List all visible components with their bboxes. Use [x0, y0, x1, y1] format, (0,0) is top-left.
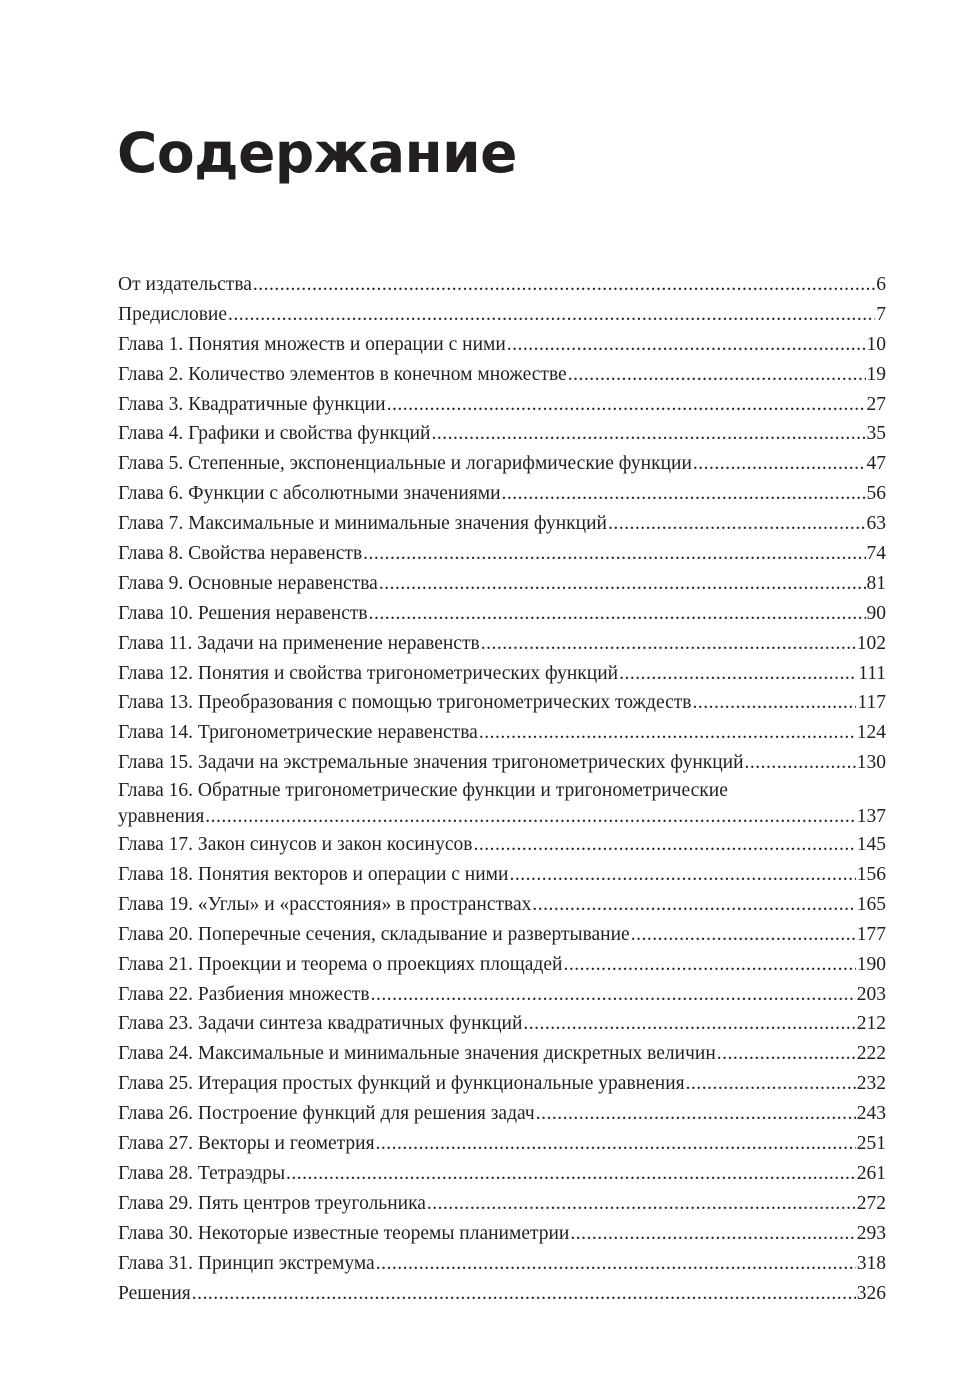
- dot-leader: [387, 390, 866, 420]
- dot-leader: [473, 830, 855, 860]
- toc-entry-title: Предисловие: [118, 303, 228, 325]
- toc-entry-chapter-13[interactable]: [118, 688, 886, 718]
- dot-leader: [532, 890, 855, 920]
- toc-entry-page: 63: [866, 513, 886, 535]
- toc-entry-chapter-14[interactable]: [118, 718, 886, 748]
- dot-leader: [692, 688, 856, 718]
- toc-entry-page: 27: [866, 393, 886, 415]
- toc-entry-title: Глава 19. «Углы» и «расстояния» в пространствах: [118, 893, 532, 915]
- dot-leader: [371, 980, 856, 1010]
- dot-leader: [192, 1279, 856, 1309]
- toc-entry-chapter-29[interactable]: [118, 1189, 886, 1219]
- toc-entry-page: 251: [856, 1133, 886, 1155]
- toc-entry-title: Глава 2. Количество элементов в конечном множестве: [118, 363, 567, 385]
- toc-entry-title: Глава 28. Тетраэдры: [118, 1162, 286, 1184]
- dot-leader: [481, 629, 856, 659]
- toc-entry-page: 222: [856, 1043, 886, 1065]
- toc-entry-chapter-8[interactable]: [118, 539, 886, 569]
- toc-entry-page: 165: [856, 893, 886, 915]
- toc-entry-page: 117: [857, 692, 886, 714]
- toc-entry-title: Глава 8. Свойства неравенств: [118, 543, 363, 565]
- dot-leader: [376, 1129, 856, 1159]
- dot-leader: [631, 920, 856, 950]
- dot-leader: [745, 748, 856, 778]
- toc-entry-page: 318: [856, 1252, 886, 1274]
- toc-entry-page: 74: [866, 543, 886, 565]
- toc-entry-chapter-1[interactable]: [118, 330, 886, 360]
- dot-leader: [228, 300, 875, 330]
- toc-entry-title-line2: уравнения: [118, 806, 205, 828]
- dot-leader: [507, 330, 866, 360]
- toc-entry-title: Глава 20. Поперечные сечения, складывание и развертывание: [118, 923, 630, 945]
- toc-entry-page: 47: [866, 453, 886, 475]
- toc-entry-page: 326: [856, 1282, 886, 1304]
- toc-entry-chapter-2[interactable]: [118, 360, 886, 390]
- dot-leader: [205, 804, 855, 830]
- toc-entry-chapter-31[interactable]: [118, 1249, 886, 1279]
- toc-entry-solutions[interactable]: [118, 1279, 886, 1309]
- toc-entry-publisher-note[interactable]: [118, 270, 886, 300]
- toc-entry-chapter-21[interactable]: [118, 950, 886, 980]
- dot-leader: [717, 1039, 856, 1069]
- toc-entry-chapter-22[interactable]: [118, 980, 886, 1010]
- toc-entry-title: От издательства: [118, 274, 252, 295]
- dot-leader: [570, 1219, 855, 1249]
- toc-entry-chapter-5[interactable]: [118, 449, 886, 479]
- dot-leader: [286, 1159, 856, 1189]
- toc-entry-page: 272: [856, 1192, 886, 1214]
- toc-entry-page: 177: [856, 923, 886, 945]
- toc-entry-chapter-3[interactable]: [118, 390, 886, 420]
- toc-entry-title: Глава 11. Задачи на применение неравенств: [118, 632, 480, 654]
- toc-entry-title: Глава 21. Проекции и теорема о проекциях площадей: [118, 953, 563, 975]
- toc-entry-title: Глава 27. Векторы и геометрия: [118, 1133, 375, 1155]
- toc-entry-chapter-7[interactable]: [118, 509, 886, 539]
- toc-entry-title: Глава 12. Понятия и свойства тригонометрических функций: [118, 662, 619, 684]
- toc-entry-title: Глава 24. Максимальные и минимальные значения дискретных величин: [118, 1043, 716, 1065]
- toc-entry-page: 156: [856, 864, 886, 886]
- toc-entry-chapter-20[interactable]: [118, 920, 886, 950]
- toc-entry-page: 130: [856, 752, 886, 774]
- toc-entry-title: Глава 14. Тригонометрические неравенства: [118, 722, 478, 744]
- toc-entry-page: 81: [866, 572, 886, 594]
- toc-entry-title: Глава 4. Графики и свойства функций: [118, 423, 431, 445]
- toc-entry-title: Глава 23. Задачи синтеза квадратичных функций: [118, 1013, 523, 1035]
- toc-entry-title: Глава 15. Задачи на экстремальные значения тригонометрических функций: [118, 752, 744, 774]
- toc-entry-title: Глава 5. Степенные, экспоненциальные и логарифмические функции: [118, 453, 692, 475]
- toc-entry-chapter-26[interactable]: [118, 1099, 886, 1129]
- toc-entry-page: 10: [866, 333, 886, 355]
- toc-entry-chapter-23[interactable]: [118, 1009, 886, 1039]
- dot-leader: [479, 718, 856, 748]
- toc-entry-chapter-16[interactable]: [118, 778, 886, 830]
- toc-entry-page: 212: [856, 1013, 886, 1035]
- toc-entry-title: Глава 7. Максимальные и минимальные значения функций: [118, 513, 607, 535]
- dot-leader: [509, 860, 855, 890]
- toc-entry-title: Глава 9. Основные неравенства: [118, 572, 378, 594]
- toc-entry-page: 293: [856, 1222, 886, 1244]
- dot-leader: [427, 1189, 856, 1219]
- toc-entry-page: 203: [856, 983, 886, 1005]
- dot-leader: [523, 1009, 855, 1039]
- dot-leader: [563, 950, 855, 980]
- dot-leader: [686, 1069, 856, 1099]
- toc-entry-preface[interactable]: [118, 300, 886, 330]
- toc-entry-chapter-11[interactable]: [118, 629, 886, 659]
- toc-entry-chapter-6[interactable]: [118, 479, 886, 509]
- page-title: Содержание: [117, 121, 517, 185]
- toc-entry-title: Решения: [118, 1282, 191, 1304]
- dot-leader: [363, 539, 865, 569]
- toc-entry-title: Глава 3. Квадратичные функции: [118, 393, 386, 415]
- toc-entry-page: 111: [858, 662, 886, 684]
- dot-leader: [376, 1249, 856, 1279]
- toc-entry-page: 261: [856, 1162, 886, 1184]
- dot-leader: [502, 479, 866, 509]
- dot-leader: [608, 509, 866, 539]
- toc-entry-page: 7: [876, 303, 886, 325]
- dot-leader: [568, 360, 866, 390]
- toc-entry-page: 145: [856, 834, 886, 856]
- toc-entry-chapter-12[interactable]: [118, 659, 886, 689]
- dot-leader: [253, 270, 875, 300]
- toc-entry-title: Глава 10. Решения неравенств: [118, 602, 368, 624]
- dot-leader: [369, 599, 866, 629]
- dot-leader: [619, 659, 857, 689]
- dot-leader: [379, 569, 866, 599]
- toc-entry-page: 190: [856, 953, 886, 975]
- toc-entry-title: Глава 1. Понятия множеств и операции с ними: [118, 333, 506, 355]
- toc-entry-page: 90: [866, 602, 886, 624]
- toc-entry-page: 137: [856, 806, 886, 828]
- toc-entry-title: Глава 13. Преобразования с помощью тригонометрических тождеств: [118, 692, 692, 714]
- toc-entry-page: 102: [856, 632, 886, 654]
- toc-entry-title: Глава 26. Построение функций для решения задач: [118, 1103, 535, 1125]
- toc-entry-chapter-28[interactable]: [118, 1159, 886, 1189]
- toc-entry-title-line1: Глава 16. Обратные тригонометрические функции и тригонометрические: [118, 780, 728, 802]
- toc-entry-page: 243: [856, 1103, 886, 1125]
- toc-entry-page: 124: [856, 722, 886, 744]
- toc-entry-chapter-17[interactable]: [118, 830, 886, 860]
- toc-entry-chapter-18[interactable]: [118, 860, 886, 890]
- toc-entry-title: Глава 25. Итерация простых функций и функциональные уравнения: [118, 1073, 685, 1095]
- toc-entry-title: Глава 29. Пять центров треугольника: [118, 1192, 426, 1214]
- toc-entry-chapter-9[interactable]: [118, 569, 886, 599]
- dot-leader: [693, 449, 866, 479]
- toc-entry-page: 35: [866, 423, 886, 445]
- toc-entry-page: 6: [876, 274, 886, 295]
- toc-entry-title: Глава 17. Закон синусов и закон косинусов: [118, 834, 473, 856]
- toc-entry-page: 56: [866, 483, 886, 505]
- toc-entry-page: 232: [856, 1073, 886, 1095]
- dot-leader: [536, 1099, 856, 1129]
- toc-entry-page: 19: [866, 363, 886, 385]
- table-of-contents: [118, 270, 886, 1308]
- toc-entry-chapter-27[interactable]: [118, 1129, 886, 1159]
- toc-entry-title: Глава 22. Разбиения множеств: [118, 983, 370, 1005]
- toc-entry-chapter-19[interactable]: [118, 890, 886, 920]
- toc-entry-title: Глава 18. Понятия векторов и операции с ними: [118, 864, 509, 886]
- toc-entry-title: Глава 6. Функции с абсолютными значениями: [118, 483, 501, 505]
- toc-entry-chapter-4[interactable]: [118, 419, 886, 449]
- toc-entry-title: Глава 31. Принцип экстремума: [118, 1252, 375, 1274]
- toc-entry-chapter-15[interactable]: [118, 748, 886, 778]
- toc-entry-title: Глава 30. Некоторые известные теоремы планиметрии: [118, 1222, 570, 1244]
- toc-entry-chapter-25[interactable]: [118, 1069, 886, 1099]
- toc-entry-chapter-10[interactable]: [118, 599, 886, 629]
- dot-leader: [431, 419, 865, 449]
- toc-entry-chapter-24[interactable]: [118, 1039, 886, 1069]
- toc-entry-chapter-30[interactable]: [118, 1219, 886, 1249]
